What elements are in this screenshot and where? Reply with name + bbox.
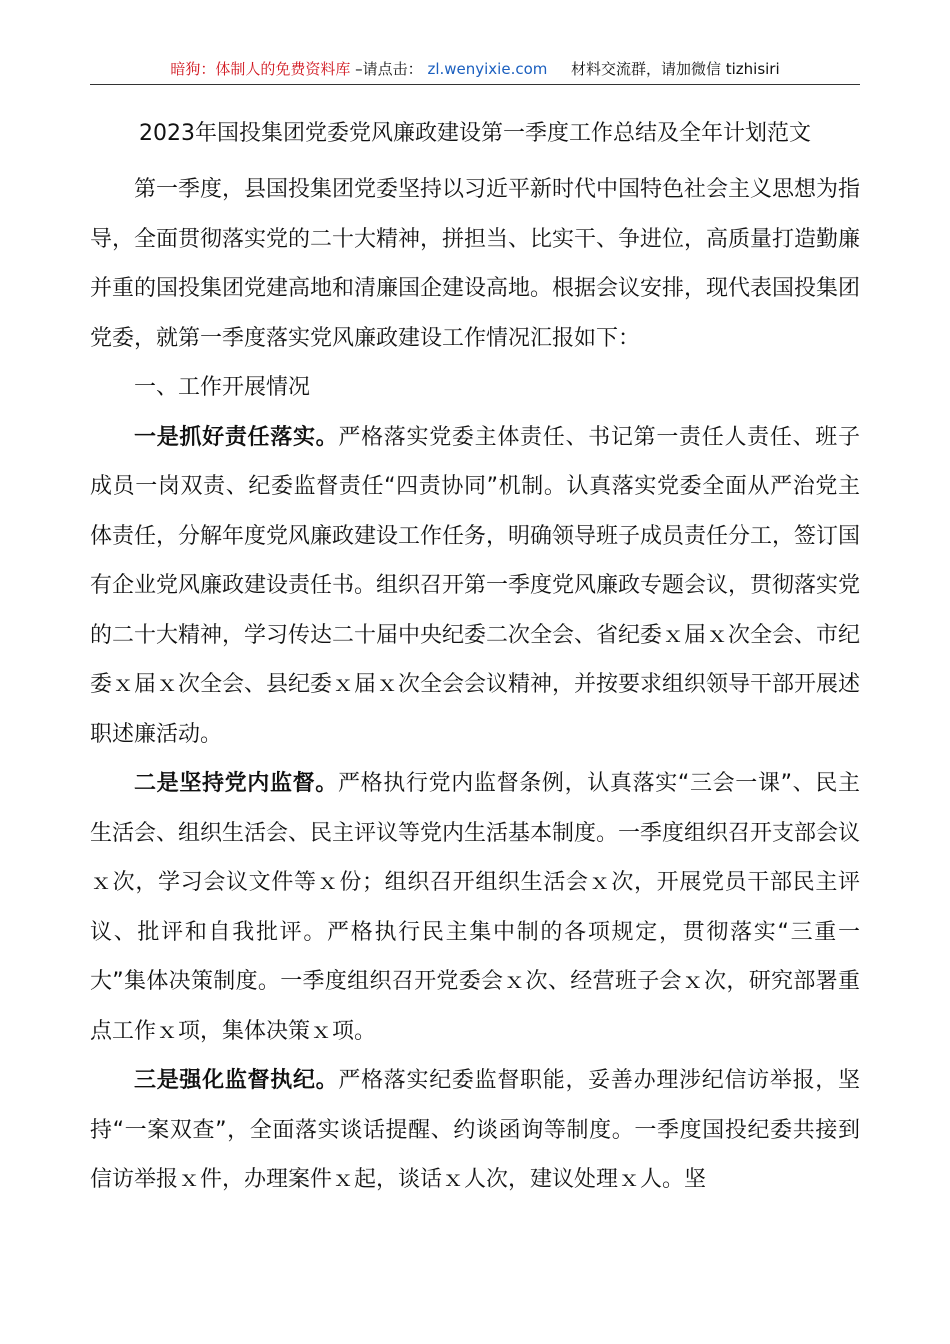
header-divider <box>90 84 860 85</box>
document-body <box>90 165 860 1205</box>
item-paragraph <box>90 759 860 1056</box>
header-url-link[interactable]: zl.wenyixie.com <box>427 60 548 78</box>
header-group-note: 材料交流群，请加微信 tizhisiri <box>570 60 780 78</box>
item-lead: 一是抓好责任落实。 <box>134 424 339 450</box>
item-paragraph <box>90 413 860 760</box>
item-lead: 三是强化监督执纪。 <box>134 1068 339 1093</box>
item-text: 严格执行党内监督条例，认真落实“三会一课”、民主生活会、组织生活会、民主评议等党内生活基本制度。一季度组织召开支部会议ｘ次，学习会议文件等ｘ份；组织召开组织生活会ｘ次，开展党员干部民主评议、批评和自我批评。严格执行民主集中制的各项规定，贯彻落实“三重一大”集体决策制度。一季度组织召开党委会ｘ次、经营班子会ｘ次，研究部署重点工作ｘ项，集体决策ｘ项。 <box>90 771 861 1044</box>
item-text: 严格落实纪委监督职能，妥善办理涉纪信访举报，坚持“一案双查”，全面落实谈话提醒、约谈函询等制度。一季度国投纪委共接到信访举报ｘ件，办理案件ｘ起，谈话ｘ人次，建议处理ｘ人。坚 <box>90 1068 860 1192</box>
item-paragraph <box>90 1056 860 1205</box>
header-click-prefix: –请点击： <box>355 60 423 78</box>
item-lead: 二是坚持党内监督。 <box>134 771 338 796</box>
section-heading: 一、工作开展情况 <box>134 375 311 400</box>
page-header <box>90 58 860 80</box>
item-text: 严格落实党委主体责任、书记第一责任人责任、班子成员一岗双责、纪委监督责任“四责协同”机制。认真落实党委全面从严治党主体责任，分解年度党风廉政建设工作任务，明确领导班子成员责任分工，签订国有企业党风廉政建设责任书。组织召开第一季度党风廉政专题会议，贯彻落实党的二十大精神，学习传达二十届中央纪委二次全会、省纪委ｘ届ｘ次全会、市纪委ｘ届ｘ次全会、县纪委ｘ届ｘ次全会会议精神，并按要求组织领导干部开展述职述廉活动。 <box>90 424 861 747</box>
document-title: 2023年国投集团党委党风廉政建设第一季度工作总结及全年计划范文 <box>139 121 811 146</box>
header-brand: 暗狗：体制人的免费资料库 <box>170 60 351 78</box>
intro-paragraph: 第一季度，县国投集团党委坚持以习近平新时代中国特色社会主义思想为指导，全面贯彻落实党的二十大精神，拼担当、比实干、争进位，高质量打造勤廉并重的国投集团党建高地和清廉国企建设高地。根据会议安排，现代表国投集团党委，就第一季度落实党风廉政建设工作情况汇报如下： <box>90 177 861 351</box>
